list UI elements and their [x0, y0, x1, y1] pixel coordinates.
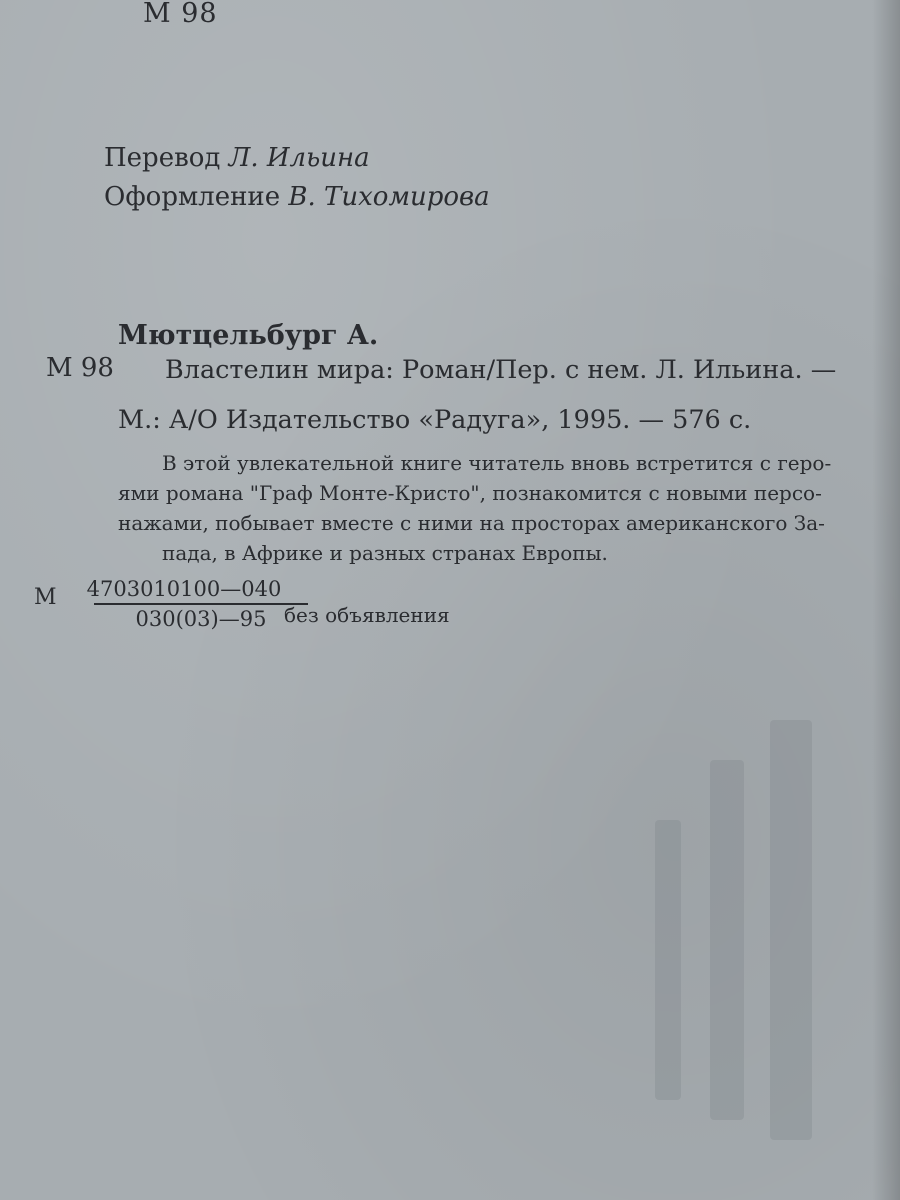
code-prefix: М — [34, 585, 57, 610]
translation-label: Перевод — [104, 143, 221, 173]
catalog-index: М 98 — [46, 353, 114, 383]
annotation-line: нажами, побывает вместе с ними на просторах американского За- — [118, 511, 825, 535]
translation-credit — [104, 145, 370, 171]
price-note: без объявления — [284, 603, 450, 627]
catalog-author: Мютцельбург А. — [118, 320, 379, 351]
bibliographic-line-2: М.: А/О Издательство «Радуга», 1995. — 576 с. — [118, 405, 752, 435]
catalog-index-top: М 98 — [143, 0, 218, 29]
annotation-line: ями романа "Граф Монте-Кристо", познакомится с новыми персо- — [118, 481, 822, 505]
design-label: Оформление — [104, 182, 281, 212]
publication-code — [34, 577, 494, 647]
translator-name: Л. Ильина — [228, 143, 370, 173]
code-denominator: 030(03)—95 — [135, 607, 267, 631]
show-through-texture — [600, 700, 840, 1180]
fraction-bar — [94, 603, 308, 605]
design-credit — [104, 184, 490, 210]
book-annotation — [118, 448, 880, 568]
annotation-line: пада, в Африке и разных странах Европы. — [162, 541, 608, 565]
bibliographic-line-1: Властелин мира: Роман/Пер. с нем. Л. Ильина. — — [165, 355, 837, 385]
code-numerator: 4703010100—040 — [86, 577, 282, 601]
page-edge-shadow — [872, 0, 900, 1200]
annotation-line: В этой увлекательной книге читатель вновь встретится с геро- — [162, 451, 832, 475]
designer-name: В. Тихомирова — [288, 182, 490, 212]
